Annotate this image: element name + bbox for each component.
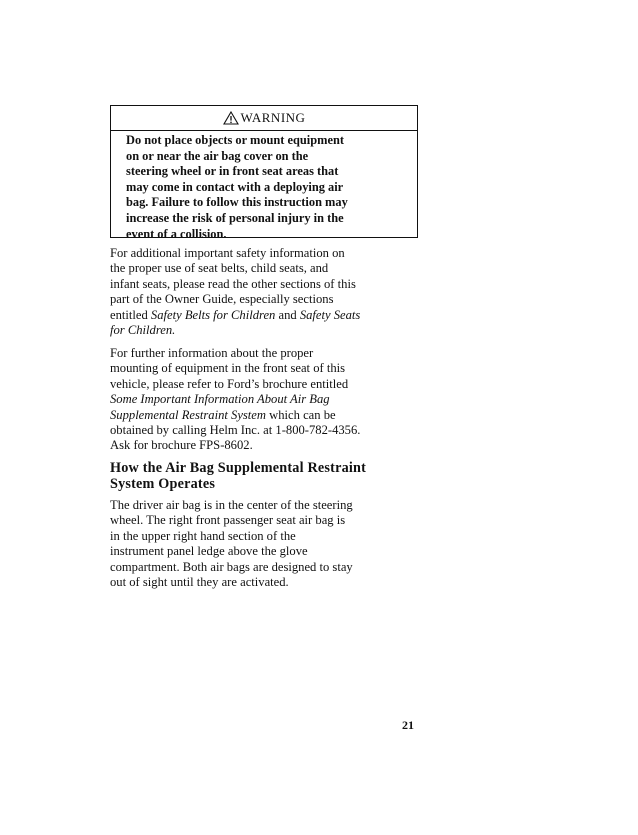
text-line: The driver air bag is in the center of the steering [110, 498, 353, 512]
safety-info-paragraph [110, 246, 430, 338]
brochure-title: Some Important Information About Air Bag [110, 392, 330, 407]
text-line: infant seats, please read the other sections of this [110, 276, 356, 291]
warning-text [126, 133, 411, 242]
text-line [110, 323, 430, 338]
text-fragment: and [275, 307, 300, 322]
text-line: part of the Owner Guide, especially sections [110, 292, 334, 307]
warning-line: bag. Failure to follow this instruction may [126, 195, 348, 210]
section-heading [110, 460, 430, 492]
text-line: out of sight until they are activated. [110, 575, 289, 590]
text-line: wheel. The right front passenger seat air bag is [110, 513, 346, 528]
section-reference: Safety Seats [299, 307, 361, 322]
warning-line: may come in contact with a deploying air [126, 179, 344, 194]
section-reference: for Children. [110, 323, 176, 338]
text-line: vehicle, please refer to Ford’s brochure entitled [110, 376, 349, 391]
text-line [110, 308, 430, 323]
warning-line: steering wheel or in front seat areas that [126, 164, 339, 179]
warning-line: increase the risk of personal injury in the [126, 210, 344, 225]
text-line: Ask for brochure FPS-8602. [110, 438, 253, 453]
warning-line: event of a collision. [126, 226, 227, 241]
page-number: 21 [402, 718, 414, 732]
caution-triangle-icon [223, 111, 239, 125]
text-line: in the upper right hand section of the [110, 528, 296, 543]
warning-line: Do not place objects or mount equipment [126, 133, 344, 147]
brochure-info-paragraph [110, 346, 430, 454]
text-line: compartment. Both air bags are designed to stay [110, 559, 353, 574]
heading-line: How the Air Bag Supplemental Restraint [110, 460, 367, 476]
text-fragment: which can be [266, 407, 336, 422]
warning-header [111, 106, 417, 131]
heading-line: System Operates [110, 476, 216, 492]
text-line [110, 392, 430, 407]
text-line: mounting of equipment in the front seat of this [110, 361, 346, 376]
warning-line: on or near the air bag cover on the [126, 148, 309, 163]
brochure-title: Supplemental Restraint System [110, 407, 266, 422]
text-line: the proper use of seat belts, child seats, and [110, 261, 329, 276]
section-reference: Safety Belts for Children [150, 307, 276, 322]
text-line [110, 408, 430, 423]
warning-title: WARNING [240, 110, 306, 125]
text-fragment: entitled [110, 307, 151, 322]
air-bag-location-paragraph [110, 498, 430, 590]
text-line: For further information about the proper [110, 346, 314, 360]
text-line: For additional important safety information on [110, 246, 345, 260]
text-line: obtained by calling Helm Inc. at 1-800-782-4356. [110, 423, 361, 438]
warning-box [110, 105, 418, 241]
text-line: instrument panel ledge above the glove [110, 544, 308, 559]
